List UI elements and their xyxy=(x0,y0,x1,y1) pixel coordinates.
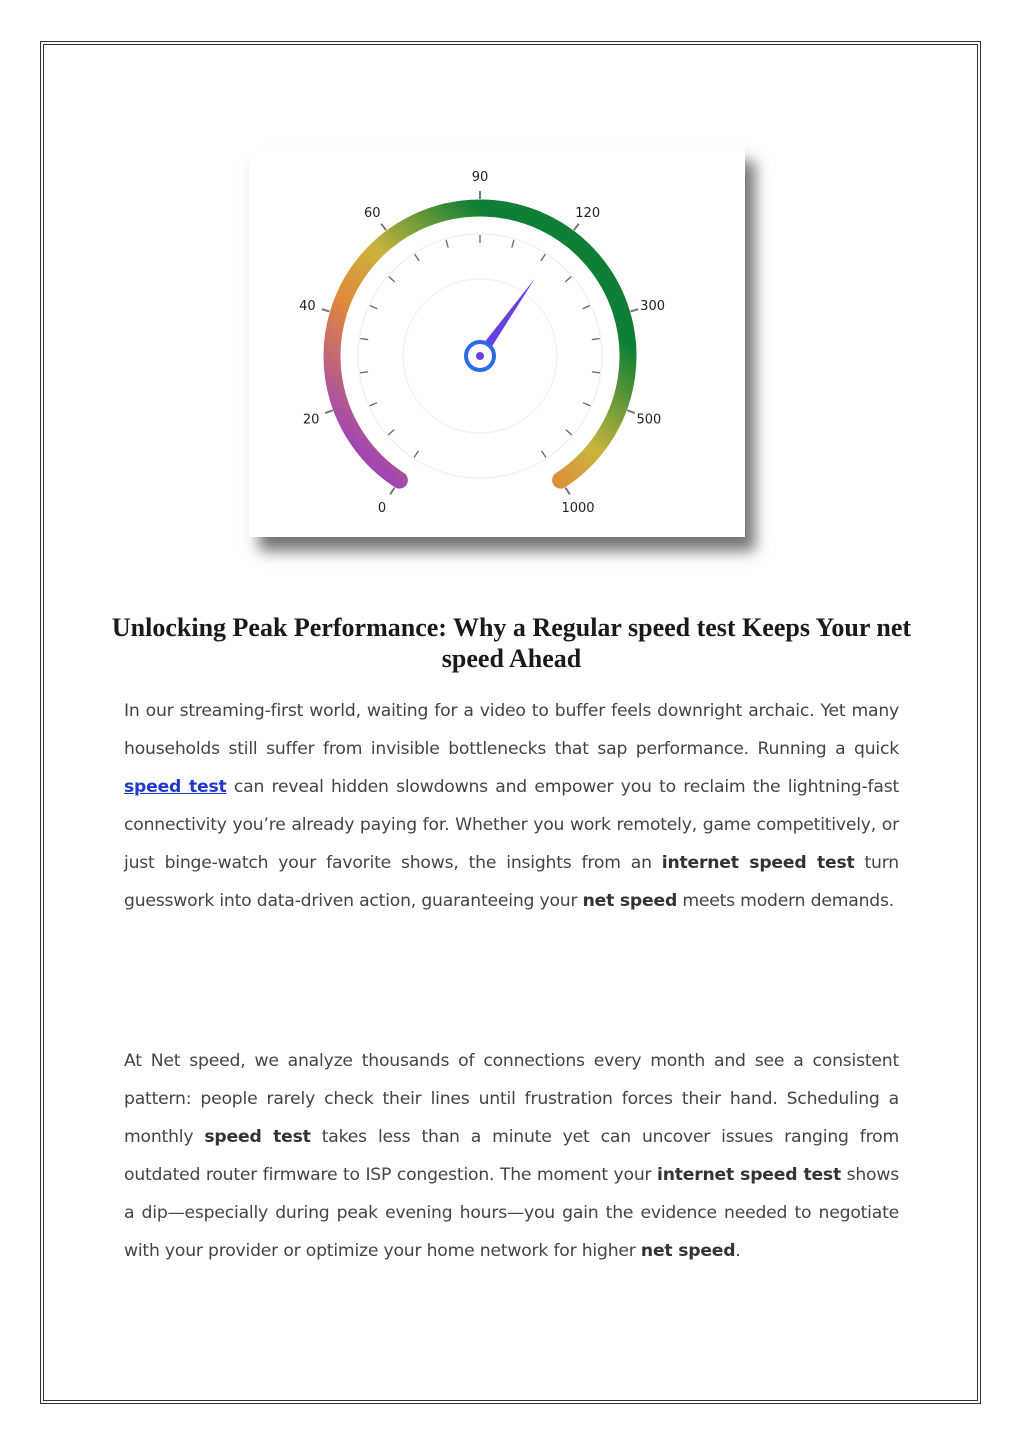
minor-tick xyxy=(360,372,368,373)
minor-tick xyxy=(592,372,600,373)
tick-label: 20 xyxy=(302,412,320,428)
tick-label: 40 xyxy=(299,298,316,314)
minor-tick xyxy=(541,254,545,261)
major-tick xyxy=(381,224,386,230)
minor-tick xyxy=(370,306,377,309)
tick-label: 300 xyxy=(640,298,666,314)
tick-label: 500 xyxy=(636,412,662,428)
minor-tick xyxy=(566,430,572,435)
major-tick xyxy=(322,309,330,311)
second-paragraph: At Net speed, we analyze thousands of connections every month and see a consistent pattern: people rarely check their lines until frustration forces their hand. Scheduling a monthly speed test takes less than a minute yet can uncover issues ranging from outdated router firmware to ISP congestion. The moment your internet speed test shows a dip—especially during peak evening hours—you gain the evidence needed to negotiate with your provider or optimize your home network for higher net speed. xyxy=(124,1051,899,1261)
minor-tick xyxy=(592,338,600,339)
tick-label: 0 xyxy=(377,500,387,516)
major-tick xyxy=(631,309,639,311)
minor-tick xyxy=(370,403,377,406)
article-title: Unlocking Peak Performance: Why a Regular speed test Keeps Your net speed Ahead xyxy=(111,613,912,673)
major-tick xyxy=(566,488,570,495)
major-tick xyxy=(390,488,394,495)
minor-tick xyxy=(542,451,546,458)
major-tick xyxy=(627,410,635,413)
needle-hub-center xyxy=(476,352,484,360)
speedometer-image xyxy=(249,147,745,537)
minor-tick xyxy=(415,254,419,261)
minor-tick xyxy=(360,338,368,339)
speedometer-gauge xyxy=(249,147,745,537)
tick-label: 90 xyxy=(471,170,489,185)
tick-label: 120 xyxy=(575,205,601,221)
minor-tick xyxy=(565,277,571,282)
tick-label: 1000 xyxy=(561,500,595,516)
major-tick xyxy=(574,224,579,230)
minor-tick xyxy=(512,240,514,248)
minor-tick xyxy=(446,240,448,248)
minor-tick xyxy=(583,403,590,406)
tick-label: 60 xyxy=(364,205,381,221)
major-tick xyxy=(325,410,333,413)
minor-tick xyxy=(388,430,394,435)
intro-paragraph: In our streaming-first world, waiting for a video to buffer feels downright archaic. Yet many households still suffer from invisible bottlenecks that sap performance. Running a quick speed test can reveal hidden slowdowns and empower you to reclaim the lightning-fast connectivity you’re already paying for. Whether you work remotely, game competitively, or just binge-watch your favorite shows, the insights from an internet speed test turn guesswork into data-driven action, guaranteeing your net speed meets modern demands. xyxy=(124,701,899,911)
minor-tick xyxy=(414,451,418,458)
speed-test-link[interactable]: speed test xyxy=(124,776,227,797)
minor-tick xyxy=(583,306,590,309)
minor-tick xyxy=(389,277,395,282)
